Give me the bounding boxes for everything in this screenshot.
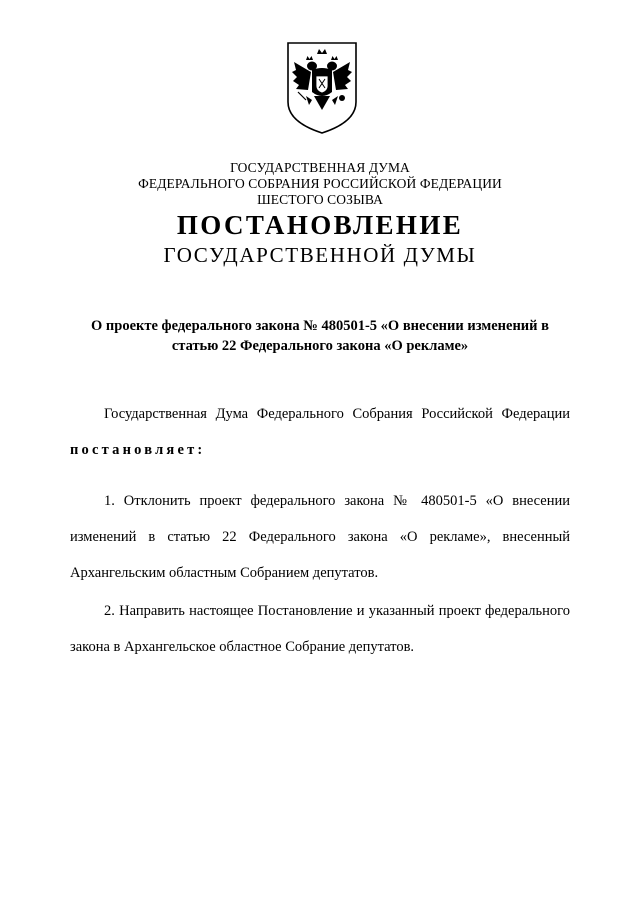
subject-line-1: О проекте федерального закона № 480501-5 «О внесении изменений в xyxy=(91,318,549,334)
coat-of-arms-icon xyxy=(284,40,360,136)
resolves-word: постановляет: xyxy=(70,442,206,458)
document-type-title: ПОСТАНОВЛЕНИЕ xyxy=(176,210,464,240)
preamble-text: Государственная Дума Федерального Собрания Российской Федерации xyxy=(104,406,570,422)
resolution-item-2 xyxy=(70,593,570,665)
header-line-1: ГОСУДАРСТВЕННАЯ ДУМА xyxy=(230,160,410,175)
item-2-text: 2. Направить настоящее Постановление и указанный проект федерального закона в Архангельское областное Собрание депутатов. xyxy=(70,603,570,655)
header-line-3: ШЕСТОГО СОЗЫВА xyxy=(257,192,383,207)
preamble-paragraph xyxy=(70,396,570,468)
resolution-item-1 xyxy=(70,483,570,591)
document-issuer-title: ГОСУДАРСТВЕННОЙ ДУМЫ xyxy=(163,243,477,267)
subject-line-2: статью 22 Федерального закона «О рекламе» xyxy=(171,338,469,354)
header-line-2: ФЕДЕРАЛЬНОГО СОБРАНИЯ РОССИЙСКОЙ ФЕДЕРАЦИИ xyxy=(138,176,502,191)
item-1-text: 1. Отклонить проект федерального закона № 480501-5 «О внесении изменений в статью 22 Федерального закона «О рекламе», внесенный Архангельским областным Собранием депутатов. xyxy=(70,493,570,581)
document-subject xyxy=(70,316,570,356)
issuer-header xyxy=(0,160,640,208)
